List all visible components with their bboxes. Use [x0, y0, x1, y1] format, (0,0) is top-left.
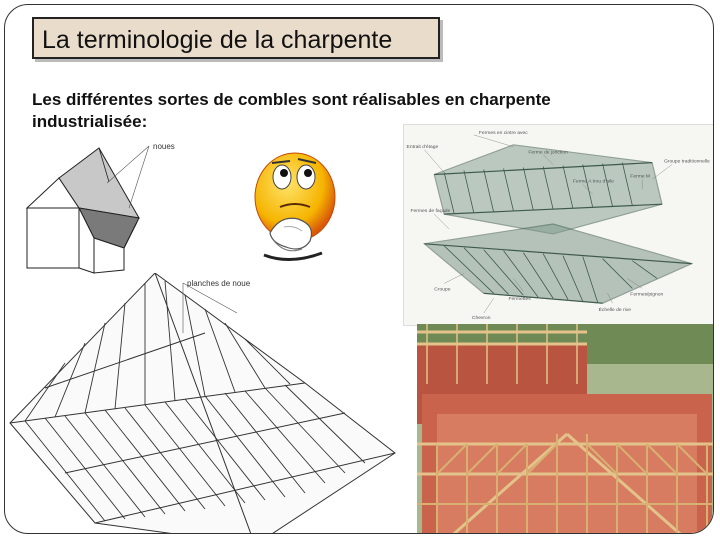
- truss-assembly-diagram: [5, 273, 403, 534]
- truss-structure-image: [403, 124, 714, 326]
- truss-label-3: Ferme de jonction: [528, 150, 568, 156]
- title-box: [32, 17, 440, 59]
- house-roof-diagram: [19, 138, 191, 278]
- truss-label-6: Fermes de façade: [410, 209, 451, 215]
- truss-label-10: Chevron: [471, 316, 491, 322]
- truss-label-12: Fermes/pignon: [630, 292, 664, 298]
- truss-label-11: Échelle de rive: [598, 308, 632, 314]
- page-title: La terminologie de la charpente: [42, 26, 393, 54]
- construction-photo: [417, 324, 714, 534]
- truss-label-5: Ferme M: [630, 174, 651, 180]
- thinking-smiley-icon: [250, 145, 340, 265]
- slide-frame: [4, 4, 714, 534]
- planches-de-noue-label: planches de noue: [187, 279, 251, 288]
- slide-subtitle: Les différentes sortes de combles sont réalisables en charpente industrialisée:: [32, 90, 551, 131]
- truss-label-1: Fermes en cintre avec: [478, 130, 528, 136]
- truss-label-2: Entrait d'étage: [406, 144, 439, 150]
- noues-label: noues: [153, 142, 175, 151]
- truss-label-9: Fermettes: [508, 297, 531, 303]
- truss-label-8: Croupe: [434, 287, 451, 293]
- truss-label-7: Groupe traditionnelle: [663, 159, 710, 165]
- truss-label-4: Ferme A trou d'aile: [572, 179, 614, 185]
